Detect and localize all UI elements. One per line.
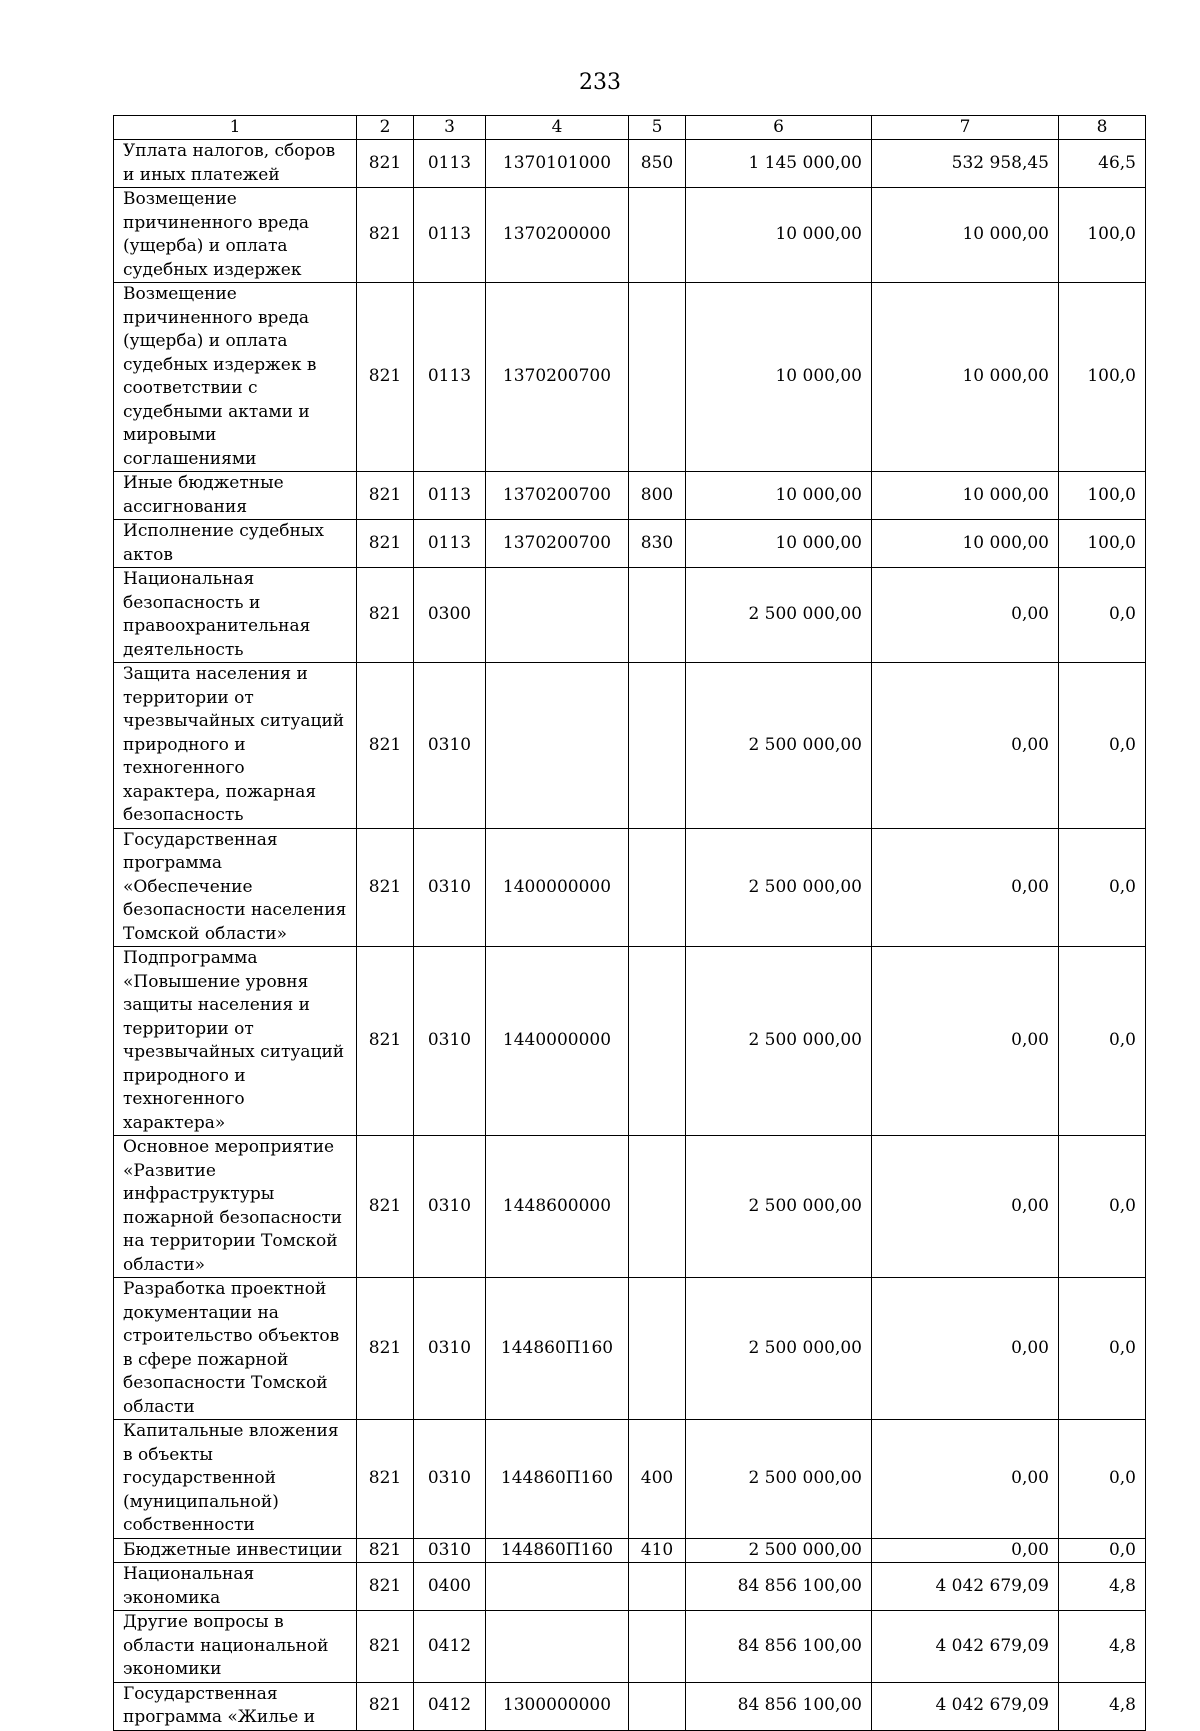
actual-amount-cell: 4 042 679,09: [872, 1682, 1059, 1730]
code-5-cell: 800: [629, 472, 686, 520]
code-3-cell: 0310: [414, 1136, 486, 1278]
table-row: [114, 828, 1146, 947]
code-2-cell: 821: [357, 1420, 414, 1539]
percent-cell: 46,5: [1059, 140, 1146, 188]
percent-cell: 0,0: [1059, 947, 1146, 1136]
code-3-cell: 0113: [414, 140, 486, 188]
plan-amount-cell: 10 000,00: [686, 472, 872, 520]
code-3-cell: 0300: [414, 568, 486, 663]
row-name-cell: Государственная программа «Жилье и: [114, 1682, 357, 1730]
code-5-cell: 850: [629, 140, 686, 188]
column-header: 6: [686, 116, 872, 140]
table-row: [114, 1136, 1146, 1278]
percent-cell: 4,8: [1059, 1611, 1146, 1683]
code-2-cell: 821: [357, 283, 414, 472]
code-3-cell: 0113: [414, 520, 486, 568]
code-4-cell: [486, 568, 629, 663]
percent-cell: 0,0: [1059, 1538, 1146, 1563]
column-header: 2: [357, 116, 414, 140]
code-2-cell: 821: [357, 1563, 414, 1611]
actual-amount-cell: 0,00: [872, 1136, 1059, 1278]
code-2-cell: 821: [357, 1682, 414, 1730]
code-5-cell: [629, 1563, 686, 1611]
row-name-cell: Возмещение причиненного вреда (ущерба) и оплата судебных издержек в соответствии с судебными актами и мировыми соглашениями: [114, 283, 357, 472]
code-4-cell: 1448600000: [486, 1136, 629, 1278]
table-row: [114, 1563, 1146, 1611]
code-5-cell: [629, 188, 686, 283]
code-2-cell: 821: [357, 828, 414, 947]
code-3-cell: 0400: [414, 1563, 486, 1611]
table-row: [114, 188, 1146, 283]
code-3-cell: 0412: [414, 1682, 486, 1730]
percent-cell: 100,0: [1059, 520, 1146, 568]
plan-amount-cell: 2 500 000,00: [686, 1136, 872, 1278]
plan-amount-cell: 2 500 000,00: [686, 1278, 872, 1420]
actual-amount-cell: 0,00: [872, 1420, 1059, 1539]
plan-amount-cell: 2 500 000,00: [686, 663, 872, 829]
page-number: 233: [579, 70, 621, 95]
code-5-cell: [629, 1278, 686, 1420]
row-name-cell: Разработка проектной документации на строительство объектов в сфере пожарной безопасности Томской области: [114, 1278, 357, 1420]
percent-cell: 0,0: [1059, 1136, 1146, 1278]
code-3-cell: 0310: [414, 1278, 486, 1420]
budget-table: [113, 115, 1146, 1731]
table-row: [114, 472, 1146, 520]
actual-amount-cell: 4 042 679,09: [872, 1563, 1059, 1611]
row-name-cell: Основное мероприятие «Развитие инфраструктуры пожарной безопасности на территории Томской области»: [114, 1136, 357, 1278]
column-header: 5: [629, 116, 686, 140]
plan-amount-cell: 2 500 000,00: [686, 568, 872, 663]
code-4-cell: 1300000000: [486, 1682, 629, 1730]
row-name-cell: Капитальные вложения в объекты государственной (муниципальной) собственности: [114, 1420, 357, 1539]
code-4-cell: 1370200000: [486, 188, 629, 283]
column-header: 7: [872, 116, 1059, 140]
code-2-cell: 821: [357, 140, 414, 188]
percent-cell: 100,0: [1059, 472, 1146, 520]
row-name-cell: Подпрограмма «Повышение уровня защиты населения и территории от чрезвычайных ситуаций природного и техногенного характера»: [114, 947, 357, 1136]
actual-amount-cell: 0,00: [872, 947, 1059, 1136]
actual-amount-cell: 4 042 679,09: [872, 1611, 1059, 1683]
plan-amount-cell: 1 145 000,00: [686, 140, 872, 188]
code-3-cell: 0113: [414, 188, 486, 283]
percent-cell: 0,0: [1059, 1420, 1146, 1539]
table-row: [114, 1420, 1146, 1539]
code-2-cell: 821: [357, 520, 414, 568]
percent-cell: 100,0: [1059, 283, 1146, 472]
percent-cell: 0,0: [1059, 663, 1146, 829]
table-header-row: [114, 116, 1146, 140]
column-header: 3: [414, 116, 486, 140]
row-name-cell: Национальная безопасность и правоохранительная деятельность: [114, 568, 357, 663]
code-5-cell: 830: [629, 520, 686, 568]
code-2-cell: 821: [357, 663, 414, 829]
percent-cell: 4,8: [1059, 1682, 1146, 1730]
table-row: [114, 663, 1146, 829]
actual-amount-cell: 10 000,00: [872, 188, 1059, 283]
percent-cell: 100,0: [1059, 188, 1146, 283]
code-2-cell: 821: [357, 1278, 414, 1420]
actual-amount-cell: 10 000,00: [872, 520, 1059, 568]
row-name-cell: Национальная экономика: [114, 1563, 357, 1611]
code-2-cell: 821: [357, 568, 414, 663]
code-2-cell: 821: [357, 1538, 414, 1563]
actual-amount-cell: 0,00: [872, 663, 1059, 829]
plan-amount-cell: 10 000,00: [686, 520, 872, 568]
code-3-cell: 0310: [414, 1538, 486, 1563]
code-4-cell: 1370200700: [486, 283, 629, 472]
code-3-cell: 0310: [414, 828, 486, 947]
percent-cell: 0,0: [1059, 568, 1146, 663]
code-4-cell: 1370101000: [486, 140, 629, 188]
code-3-cell: 0412: [414, 1611, 486, 1683]
code-3-cell: 0310: [414, 663, 486, 829]
code-5-cell: [629, 568, 686, 663]
plan-amount-cell: 10 000,00: [686, 283, 872, 472]
column-header: 1: [114, 116, 357, 140]
code-2-cell: 821: [357, 947, 414, 1136]
row-name-cell: Другие вопросы в области национальной экономики: [114, 1611, 357, 1683]
code-5-cell: 400: [629, 1420, 686, 1539]
code-2-cell: 821: [357, 1611, 414, 1683]
row-name-cell: Возмещение причиненного вреда (ущерба) и оплата судебных издержек: [114, 188, 357, 283]
table-row: [114, 1682, 1146, 1730]
table-row: [114, 520, 1146, 568]
table-row: [114, 283, 1146, 472]
code-5-cell: [629, 283, 686, 472]
column-header: 4: [486, 116, 629, 140]
plan-amount-cell: 10 000,00: [686, 188, 872, 283]
code-2-cell: 821: [357, 1136, 414, 1278]
code-4-cell: 1370200700: [486, 472, 629, 520]
percent-cell: 4,8: [1059, 1563, 1146, 1611]
code-4-cell: 1440000000: [486, 947, 629, 1136]
plan-amount-cell: 84 856 100,00: [686, 1682, 872, 1730]
code-4-cell: 144860П160: [486, 1538, 629, 1563]
plan-amount-cell: 84 856 100,00: [686, 1611, 872, 1683]
code-3-cell: 0113: [414, 283, 486, 472]
code-5-cell: [629, 1611, 686, 1683]
actual-amount-cell: 10 000,00: [872, 283, 1059, 472]
code-5-cell: [629, 663, 686, 829]
row-name-cell: Иные бюджетные ассигнования: [114, 472, 357, 520]
code-5-cell: [629, 1682, 686, 1730]
table-row: [114, 140, 1146, 188]
code-2-cell: 821: [357, 472, 414, 520]
actual-amount-cell: 532 958,45: [872, 140, 1059, 188]
plan-amount-cell: 84 856 100,00: [686, 1563, 872, 1611]
table-row: [114, 1278, 1146, 1420]
plan-amount-cell: 2 500 000,00: [686, 947, 872, 1136]
table-row: [114, 1611, 1146, 1683]
table-row: [114, 947, 1146, 1136]
actual-amount-cell: 0,00: [872, 1538, 1059, 1563]
table-row: [114, 568, 1146, 663]
actual-amount-cell: 0,00: [872, 828, 1059, 947]
code-3-cell: 0310: [414, 1420, 486, 1539]
code-5-cell: [629, 1136, 686, 1278]
code-4-cell: [486, 663, 629, 829]
plan-amount-cell: 2 500 000,00: [686, 828, 872, 947]
percent-cell: 0,0: [1059, 1278, 1146, 1420]
row-name-cell: Защита населения и территории от чрезвычайных ситуаций природного и техногенного характера, пожарная безопасность: [114, 663, 357, 829]
row-name-cell: Исполнение судебных актов: [114, 520, 357, 568]
plan-amount-cell: 2 500 000,00: [686, 1538, 872, 1563]
code-4-cell: 144860П160: [486, 1420, 629, 1539]
column-header: 8: [1059, 116, 1146, 140]
code-4-cell: 144860П160: [486, 1278, 629, 1420]
actual-amount-cell: 0,00: [872, 568, 1059, 663]
code-4-cell: 1370200700: [486, 520, 629, 568]
code-3-cell: 0310: [414, 947, 486, 1136]
row-name-cell: Бюджетные инвестиции: [114, 1538, 357, 1563]
actual-amount-cell: 0,00: [872, 1278, 1059, 1420]
code-4-cell: [486, 1563, 629, 1611]
code-4-cell: 1400000000: [486, 828, 629, 947]
code-4-cell: [486, 1611, 629, 1683]
code-5-cell: [629, 828, 686, 947]
code-2-cell: 821: [357, 188, 414, 283]
code-5-cell: 410: [629, 1538, 686, 1563]
row-name-cell: Государственная программа «Обеспечение безопасности населения Томской области»: [114, 828, 357, 947]
code-3-cell: 0113: [414, 472, 486, 520]
plan-amount-cell: 2 500 000,00: [686, 1420, 872, 1539]
code-5-cell: [629, 947, 686, 1136]
percent-cell: 0,0: [1059, 828, 1146, 947]
actual-amount-cell: 10 000,00: [872, 472, 1059, 520]
table-row: [114, 1538, 1146, 1563]
row-name-cell: Уплата налогов, сборов и иных платежей: [114, 140, 357, 188]
